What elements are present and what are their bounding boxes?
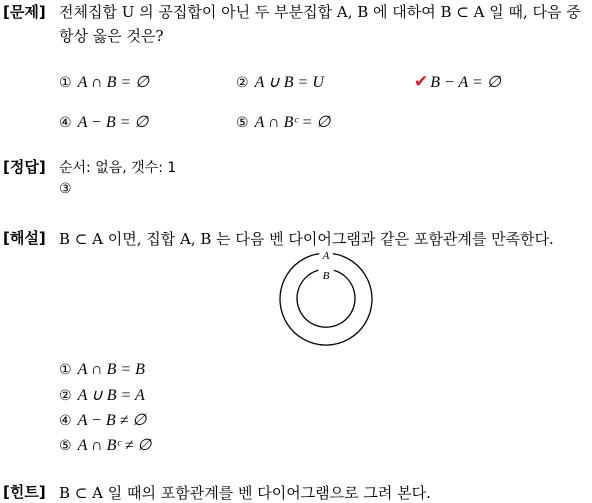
choice-2-text: A ∪ B = U: [254, 74, 324, 91]
choice-4: [59, 112, 148, 132]
answer-line-1: 순서: 없음, 갯수: 1: [59, 160, 177, 176]
explanation-item-4: [59, 410, 146, 430]
choice-5-text: A ∩ Bᶜ = ∅: [254, 114, 331, 131]
explanation-item-5-number: ⑤: [59, 438, 72, 454]
choice-1-text: A ∩ B = ∅: [77, 74, 150, 91]
choice-3-text: B − A = ∅: [430, 74, 501, 91]
hint-line-1: B ⊂ A 일 때의 포함관계를 벤 다이어그램으로 그려 본다.: [59, 484, 431, 502]
choice-3: [414, 72, 501, 92]
explanation-item-4-text: A − B ≠ ∅: [77, 412, 147, 429]
explanation-item-5-text: A ∩ Bᶜ ≠ ∅: [77, 437, 152, 454]
explanation-tag: [해설]: [3, 229, 46, 247]
choice-2-number: ②: [236, 75, 249, 91]
answer-line-2: ③: [59, 181, 72, 197]
problem-tag: [문제]: [3, 3, 46, 21]
choice-5: [236, 112, 330, 132]
hint-tag: [힌트]: [3, 483, 46, 501]
venn-diagram: [270, 248, 390, 348]
explanation-item-1: [59, 360, 145, 379]
correct-check-icon: ✔: [414, 72, 429, 92]
explanation-item-5: [59, 435, 151, 455]
explanation-item-1-number: ①: [59, 362, 72, 378]
problem-line-2: 항상 옳은 것은?: [59, 27, 164, 45]
answer-tag: [정답]: [3, 158, 46, 176]
explanation-item-4-number: ④: [59, 413, 72, 429]
choice-4-text: A − B = ∅: [77, 114, 149, 131]
choice-4-number: ④: [59, 115, 72, 131]
explanation-item-2-text: A ∪ B = A: [77, 387, 145, 404]
venn-label-b: B: [322, 270, 330, 282]
explanation-item-2: [59, 385, 145, 405]
explanation-item-1-text: A ∩ B = B: [77, 361, 145, 378]
explanation-line-1: B ⊂ A 이면, 집합 A, B 는 다음 벤 다이어그램과 같은 포함관계를 만족한다.: [59, 230, 554, 248]
choice-1: [59, 72, 149, 92]
choice-1-number: ①: [59, 75, 72, 91]
choice-5-number: ⑤: [236, 115, 249, 131]
venn-outer-circle: [280, 254, 372, 346]
explanation-item-2-number: ②: [59, 388, 72, 404]
venn-label-a: A: [322, 250, 330, 262]
problem-line-1: 전체집합 U 의 공집합이 아닌 두 부분집합 A, B 에 대하여 B ⊂ A 일 때, 다음 중: [59, 3, 581, 21]
choice-2: [236, 72, 324, 92]
